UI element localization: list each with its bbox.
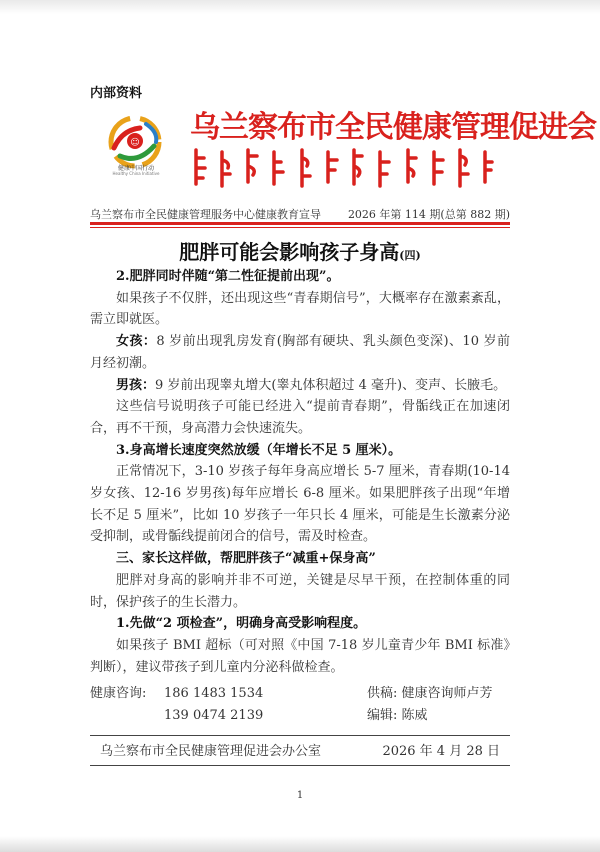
healthy-china-logo-icon (100, 110, 170, 188)
office-name: 乌兰察布市全民健康管理促进会办公室 (100, 744, 322, 759)
girls-text: 8 岁前出现乳房发育(胸部有硬块、乳头颜色变深)、10 岁前月经初潮。 (90, 334, 510, 371)
editor-credit: 编辑: 陈威 (367, 708, 428, 723)
section-heading: 2.肥胖同时伴随“第二性征提前出现”。 (116, 269, 340, 284)
boys-label: 男孩： (116, 377, 156, 393)
boys-text: 9 岁前出现睾丸增大(睾丸体积超过 4 毫升)、变声、长腋毛。 (155, 377, 507, 393)
internal-material-label: 内部资料 (90, 86, 143, 101)
logo-caption: 健康中国行动 (117, 165, 154, 172)
paragraph: 这些信号说明孩子可能已经进入“提前青春期”，骨骺线正在加速闭合，再不干预，身高潜力会快速流失。 (90, 399, 510, 436)
footer-rule-top (90, 735, 510, 736)
article-title-main: 肥胖可能会影响孩子身高 (179, 240, 400, 264)
page-top-shadow (0, 0, 600, 14)
contact-label: 健康咨询: (90, 686, 147, 701)
section-heading: 三、家长这样做，帮肥胖孩子“减重+保身高” (116, 551, 376, 567)
issue-date: 2026 年 4 月 28 日 (382, 744, 500, 759)
article-body (90, 266, 510, 678)
girls-label: 女孩： (116, 334, 157, 350)
article-title (0, 236, 600, 265)
issuer-text: 乌兰察布市全民健康管理服务中心健康教育宣导 (90, 208, 321, 221)
page-bottom-shadow (0, 836, 600, 852)
header-rule-thick (90, 222, 510, 225)
issue-number: 2026 年第 114 期(总第 882 期) (347, 208, 510, 221)
paragraph-boys (90, 375, 510, 397)
article-title-suffix: (四) (399, 249, 421, 262)
svg-text:☺: ☺ (130, 138, 140, 148)
section-heading: 3.身高增长速度突然放缓（年增长不足 5 厘米）。 (116, 442, 402, 458)
header-rule-thin (90, 227, 510, 228)
contact-phone-2: 139 0474 2139 (164, 708, 264, 723)
supplier-credit: 供稿: 健康咨询师卢芳 (367, 686, 493, 701)
contact-phone-1: 186 1483 1534 (164, 686, 264, 701)
page-number: 1 (296, 790, 304, 801)
paragraph: 如果孩子 BMI 超标（可对照《中国 7-18 岁儿童青少年 BMI 标准》判断），建议带孩子到儿童内分泌科做检查。 (90, 637, 510, 675)
contact-block (90, 683, 510, 727)
logo-caption-en: Healthy China Initiative (112, 171, 160, 176)
issue-info-line (90, 206, 510, 222)
footer-rule-bottom (90, 765, 510, 766)
paragraph-girls (90, 331, 510, 374)
section-heading: 1.先做“2 项检查”，明确身高受影响程度。 (116, 616, 367, 632)
organization-title: 乌兰察布市全民健康管理促进会 (190, 110, 596, 145)
paragraph: 肥胖对身高的影响并非不可逆，关键是尽早干预，在控制体重的同时，保护孩子的生长潜力。 (90, 572, 510, 610)
paragraph: 如果孩子不仅胖，还出现这些“青春期信号”，大概率存在激素紊乱，需立即就医。 (90, 290, 510, 328)
paragraph: 正常情况下，3-10 岁孩子每年身高应增长 5-7 厘米，青春期(10-14 岁女孩、12-16 岁男孩)每年应增长 6-8 厘米。如果肥胖孩子出现“年增长不足 5 厘米”，比如 10 岁孩子一年只长 4 厘米，可能是生长激素分泌受抑制，或骨骺线提前闭合的信号，需及时检查。 (90, 464, 510, 545)
mongolian-script-title-icon (190, 146, 495, 190)
footer-line (90, 740, 510, 759)
